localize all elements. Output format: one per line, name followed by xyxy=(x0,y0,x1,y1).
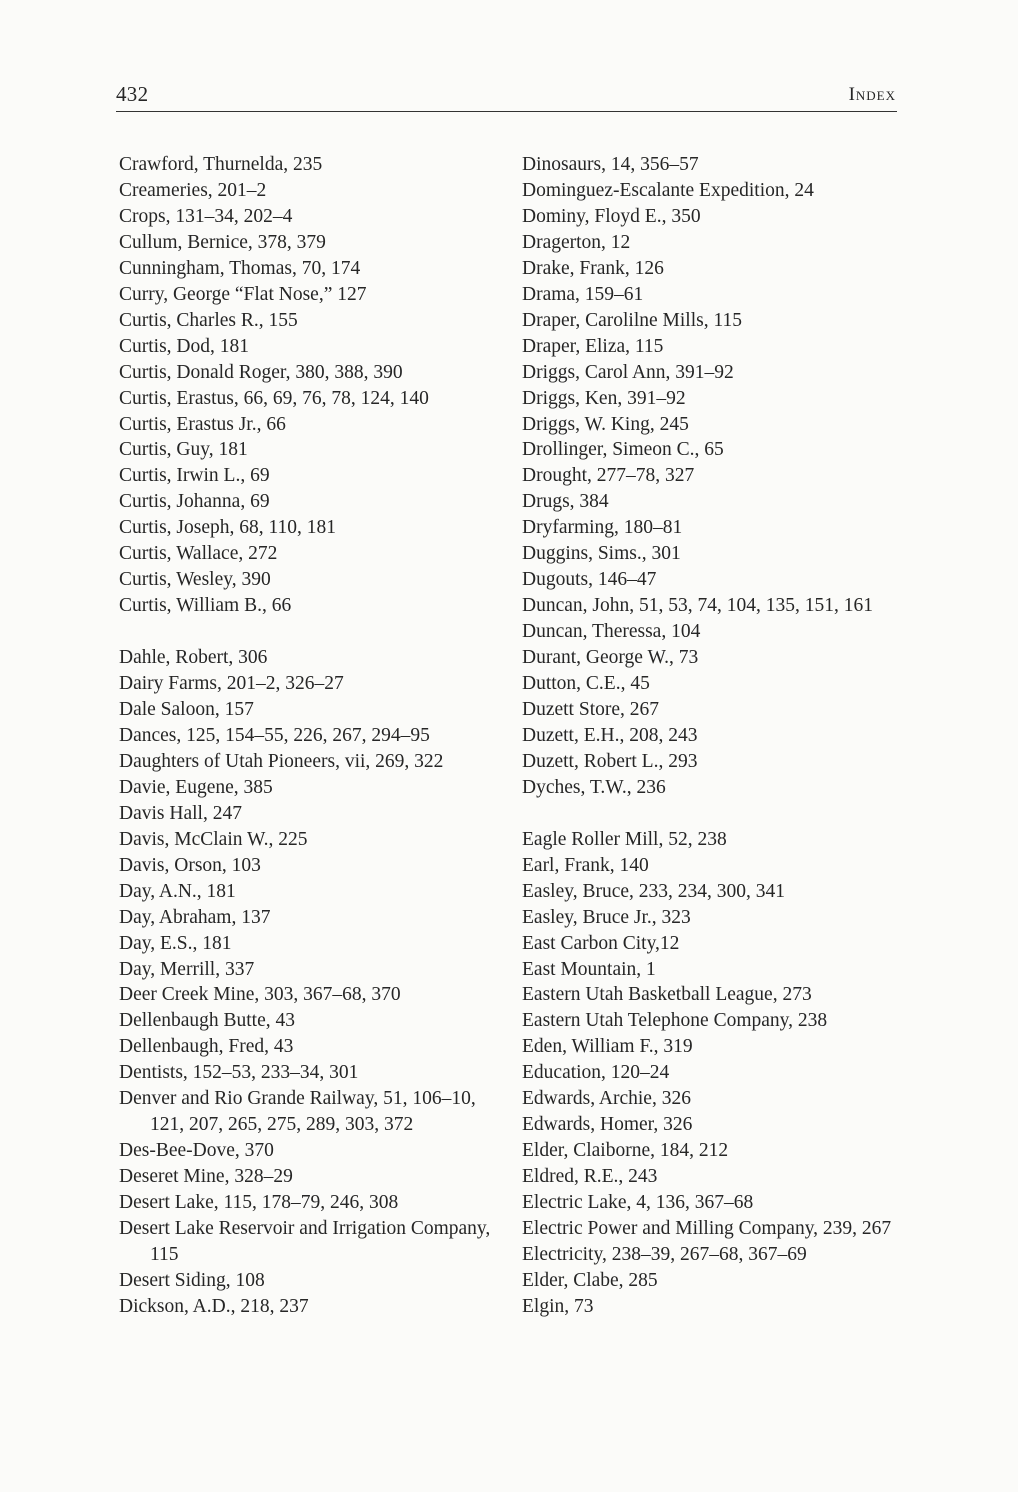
index-entry: Dragerton, 12 xyxy=(522,231,631,253)
index-entry: Dugouts, 146–47 xyxy=(522,569,657,591)
index-entry: Dahle, Robert, 306 xyxy=(119,647,268,669)
index-entry: Curtis, Wesley, 390 xyxy=(119,569,271,591)
index-entry: Deseret Mine, 328–29 xyxy=(119,1166,293,1188)
index-entry: Dances, 125, 154–55, 226, 267, 294–95 xyxy=(119,724,430,746)
index-entry: Earl, Frank, 140 xyxy=(522,854,649,876)
index-column-right xyxy=(522,152,907,1320)
header-rule xyxy=(116,111,897,112)
index-entry: Desert Lake Reservoir and Irrigation Company, 115 xyxy=(119,1218,491,1266)
index-entry: Curtis, Erastus, 66, 69, 76, 78, 124, 140 xyxy=(119,387,429,409)
index-entry: Eldred, R.E., 243 xyxy=(522,1166,658,1188)
index-entry: Electricity, 238–39, 267–68, 367–69 xyxy=(522,1244,807,1266)
index-entry: Draper, Eliza, 115 xyxy=(522,335,664,357)
index-entry: Dyches, T.W., 236 xyxy=(522,776,666,798)
index-entry: Duncan, Theressa, 104 xyxy=(522,621,701,643)
index-entry: Desert Lake, 115, 178–79, 246, 308 xyxy=(119,1192,399,1214)
index-entry: Driggs, Ken, 391–92 xyxy=(522,387,686,409)
index-entry: Duggins, Sims., 301 xyxy=(522,543,681,565)
index-entry: Davis, Orson, 103 xyxy=(119,854,261,876)
index-entry: Drama, 159–61 xyxy=(522,283,644,305)
index-entry: Elder, Clabe, 285 xyxy=(522,1269,658,1291)
index-entry: Dickson, A.D., 218, 237 xyxy=(119,1295,309,1317)
index-entry: Dellenbaugh, Fred, 43 xyxy=(119,1036,294,1058)
index-entry: Dellenbaugh Butte, 43 xyxy=(119,1010,296,1032)
index-entry: Dominguez-Escalante Expedition, 24 xyxy=(522,179,814,201)
index-entry: Curtis, Charles R., 155 xyxy=(119,309,298,331)
index-entry: Des-Bee-Dove, 370 xyxy=(119,1140,274,1162)
index-entry: Eastern Utah Basketball League, 273 xyxy=(522,984,812,1006)
index-entry: Easley, Bruce Jr., 323 xyxy=(522,906,691,928)
index-entry: East Mountain, 1 xyxy=(522,958,656,980)
index-entry: Dairy Farms, 201–2, 326–27 xyxy=(119,673,344,695)
index-entry: Denver and Rio Grande Railway, 51, 106–10, 121, 207, 265, 275, 289, 303, 372 xyxy=(119,1088,476,1136)
index-entry: Curry, George “Flat Nose,” 127 xyxy=(119,283,367,305)
index-entry: Crops, 131–34, 202–4 xyxy=(119,205,293,227)
index-entry: Duzett Store, 267 xyxy=(522,699,660,721)
index-entry: Driggs, Carol Ann, 391–92 xyxy=(522,361,734,383)
index-entry: Dryfarming, 180–81 xyxy=(522,517,683,539)
index-entry: Dominy, Floyd E., 350 xyxy=(522,205,701,227)
index-entry: Dale Saloon, 157 xyxy=(119,699,254,720)
index-entry: Electric Lake, 4, 136, 367–68 xyxy=(522,1192,754,1214)
index-entry: Day, E.S., 181 xyxy=(119,932,232,954)
index-entry: Duncan, John, 51, 53, 74, 104, 135, 151, 161 xyxy=(522,595,873,617)
index-entry: Edwards, Archie, 326 xyxy=(522,1088,691,1110)
index-entry: Drake, Frank, 126 xyxy=(522,257,664,279)
page-number: 432 xyxy=(116,82,149,106)
index-entry: Creameries, 201–2 xyxy=(119,179,267,201)
index-entry: Curtis, William B., 66 xyxy=(119,595,292,617)
index-entry: Day, Abraham, 137 xyxy=(119,906,271,928)
index-entry: Drugs, 384 xyxy=(522,491,609,513)
index-entry: Dutton, C.E., 45 xyxy=(522,673,650,695)
index-entry: Curtis, Joseph, 68, 110, 181 xyxy=(119,517,337,539)
index-entry: Elgin, 73 xyxy=(522,1295,594,1317)
index-entry: Curtis, Donald Roger, 380, 388, 390 xyxy=(119,361,403,383)
index-entry: Easley, Bruce, 233, 234, 300, 341 xyxy=(522,880,786,902)
index-entry: Eastern Utah Telephone Company, 238 xyxy=(522,1010,828,1032)
index-entry: Desert Siding, 108 xyxy=(119,1269,265,1291)
index-entry: Daughters of Utah Pioneers, vii, 269, 322 xyxy=(119,750,444,772)
index-entry: Curtis, Johanna, 69 xyxy=(119,491,270,513)
index-entry: Electric Power and Milling Company, 239, 267 xyxy=(522,1218,892,1240)
index-entry: Davis, McClain W., 225 xyxy=(119,828,308,850)
index-entry: Dentists, 152–53, 233–34, 301 xyxy=(119,1062,359,1084)
index-entry: Day, A.N., 181 xyxy=(119,880,236,902)
index-entry: East Carbon City,12 xyxy=(522,932,680,954)
index-entry: Cullum, Bernice, 378, 379 xyxy=(119,231,326,253)
index-entry: Curtis, Erastus Jr., 66 xyxy=(119,413,286,435)
index-column-left xyxy=(119,152,504,1320)
index-entry: Davis Hall, 247 xyxy=(119,802,242,824)
index-entry: Eden, William F., 319 xyxy=(522,1036,693,1058)
index-entry: Eagle Roller Mill, 52, 238 xyxy=(522,828,727,850)
index-entry: Duzett, E.H., 208, 243 xyxy=(522,724,698,746)
index-entry: Elder, Claiborne, 184, 212 xyxy=(522,1140,729,1162)
index-entry: Curtis, Wallace, 272 xyxy=(119,543,278,565)
index-entry: Dinosaurs, 14, 356–57 xyxy=(522,154,699,175)
index-entry: Davie, Eugene, 385 xyxy=(119,776,273,798)
index-entry: Deer Creek Mine, 303, 367–68, 370 xyxy=(119,984,401,1006)
page-header xyxy=(116,82,896,112)
index-entry: Drought, 277–78, 327 xyxy=(522,465,695,487)
index-entry: Draper, Carolilne Mills, 115 xyxy=(522,309,742,331)
index-entry: Duzett, Robert L., 293 xyxy=(522,750,698,772)
index-entry: Day, Merrill, 337 xyxy=(119,958,255,980)
index-entry: Crawford, Thurnelda, 235 xyxy=(119,154,323,175)
running-head: Index xyxy=(848,84,896,105)
index-entry: Cunningham, Thomas, 70, 174 xyxy=(119,257,361,279)
index-entry: Curtis, Guy, 181 xyxy=(119,439,248,461)
index-entry: Education, 120–24 xyxy=(522,1062,670,1084)
index-entry: Durant, George W., 73 xyxy=(522,647,699,669)
index-entry: Driggs, W. King, 245 xyxy=(522,413,689,435)
index-entry: Curtis, Irwin L., 69 xyxy=(119,465,270,487)
index-entry: Curtis, Dod, 181 xyxy=(119,335,250,357)
index-entry: Edwards, Homer, 326 xyxy=(522,1114,693,1136)
index-entry: Drollinger, Simeon C., 65 xyxy=(522,439,724,461)
